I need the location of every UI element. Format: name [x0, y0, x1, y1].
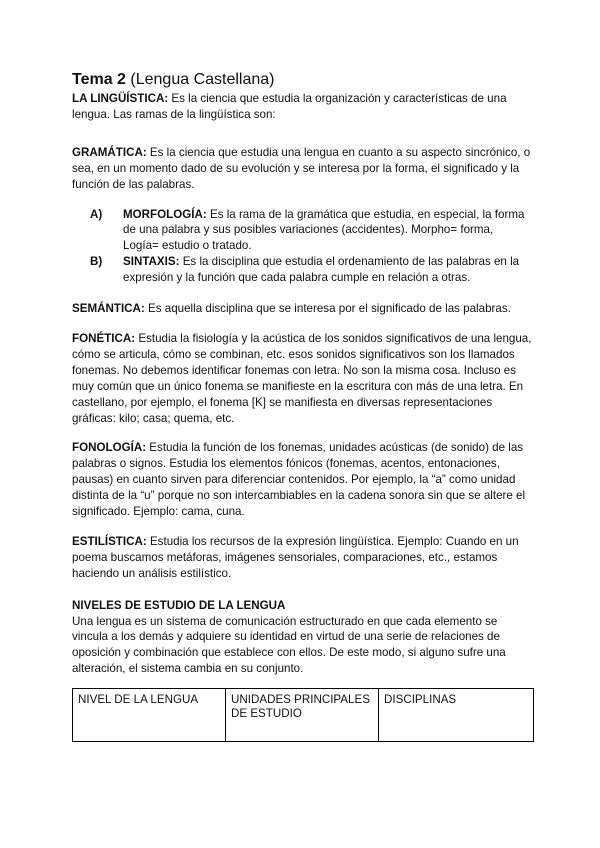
- text-fonologia: Estudia la función de los fonemas, unidades acústicas (de sonido) de las palabras o signos. Estudia los elementos fónicos (fonemas, acentos, entonaciones, pausas) en cuanto sirven para diferenciar contenidos. Por ejemplo, la “a” como unidad distinta de la “u” porque no son intercambiables en la cadena sonora sin que se altere el significado. Ejemplo: cama, cuna.: [72, 441, 526, 519]
- label-fonologia: FONOLOGÍA:: [72, 441, 147, 455]
- paragraph-semantica: [72, 301, 532, 317]
- table-row: [73, 689, 534, 742]
- levels-table: [72, 688, 534, 742]
- paragraph-linguistica: [72, 91, 532, 123]
- label-fonetica: FONÉTICA:: [72, 331, 136, 345]
- paragraph-estilistica: [72, 534, 532, 582]
- document-page: [72, 70, 532, 742]
- page-title: [72, 70, 532, 90]
- paragraph-fonologia: [72, 440, 532, 520]
- text-morfologia: Es la rama de la gramática que estudia, en especial, la forma de una palabra y sus posibles variaciones (accidentes). Morpho= forma, Logía= estudio o tratado.: [123, 207, 525, 253]
- text-sintaxis: Es la disciplina que estudia el ordenamiento de las palabras en la expresión y la función que cada palabra cumple en relación a otras.: [123, 255, 520, 285]
- text-estilistica: Estudia los recursos de la expresión lingüística. Ejemplo: Cuando en un poema buscamos metáforas, imágenes sensoriales, comparaciones, etc., estamos haciendo un análisis estilístico.: [72, 534, 519, 580]
- gramatica-branches-list: [72, 207, 532, 287]
- paragraph-fonetica: [72, 331, 532, 426]
- label-linguistica: LA LINGÜÍSTICA:: [72, 92, 169, 105]
- label-sintaxis: SINTAXIS:: [123, 255, 180, 269]
- text-linguistica: Es la ciencia que estudia la organización y características de una lengua. Las ramas de la lingüística son:: [72, 92, 507, 121]
- list-item-sintaxis: [90, 254, 532, 286]
- text-semantica: Es aquella disciplina que se interesa por el significado de las palabras.: [144, 302, 511, 316]
- table-header-unidades: UNIDADES PRINCIPALES DE ESTUDIO: [226, 689, 379, 742]
- label-morfologia: MORFOLOGÍA:: [123, 207, 207, 221]
- list-marker: B): [90, 255, 103, 269]
- list-item-morfologia: [90, 207, 532, 255]
- table-header-disciplinas: DISCIPLINAS: [379, 689, 534, 742]
- title-bold: Tema 2: [72, 71, 126, 88]
- section-heading-niveles: NIVELES DE ESTUDIO DE LA LENGUA: [72, 598, 286, 612]
- paragraph-niveles: Una lengua es un sistema de comunicación estructurado en que cada elemento se vincula a los demás y adquiere su identidad en virtud de una serie de relaciones de oposición y combinación que establece con ellos. De este modo, si alguno sufre una alteración, el sistema cambia en su conjunto.: [72, 614, 506, 676]
- text-fonetica: Estudia la fisiología y la acústica de los sonidos significativos de una lengua, cómo se articula, cómo se combinan, etc. esos sonidos significativos son los llamados fonemas. No debemos identificar fonemas con letra. No son la misma cosa. Incluso es muy común que un único fonema se manifieste en la escritura con más de una letra. En castellano, por ejemplo, el fonema [K] se manifiesta en diversas representaciones gráficas: kilo; casa; quema, etc.: [72, 331, 532, 425]
- list-marker: A): [90, 207, 103, 221]
- paragraph-gramatica: [72, 145, 532, 193]
- label-semantica: SEMÁNTICA:: [72, 302, 145, 316]
- title-rest: (Lengua Castellana): [125, 71, 275, 88]
- text-gramatica: Es la ciencia que estudia una lengua en cuanto a su aspecto sincrónico, o sea, en un momento dado de su evolución y se interesa por la forma, el significado y la función de las palabras.: [72, 145, 531, 191]
- label-estilistica: ESTILÍSTICA:: [72, 534, 147, 548]
- table-header-nivel: NIVEL DE LA LENGUA: [73, 689, 226, 742]
- label-gramatica: GRAMÁTICA:: [72, 145, 147, 159]
